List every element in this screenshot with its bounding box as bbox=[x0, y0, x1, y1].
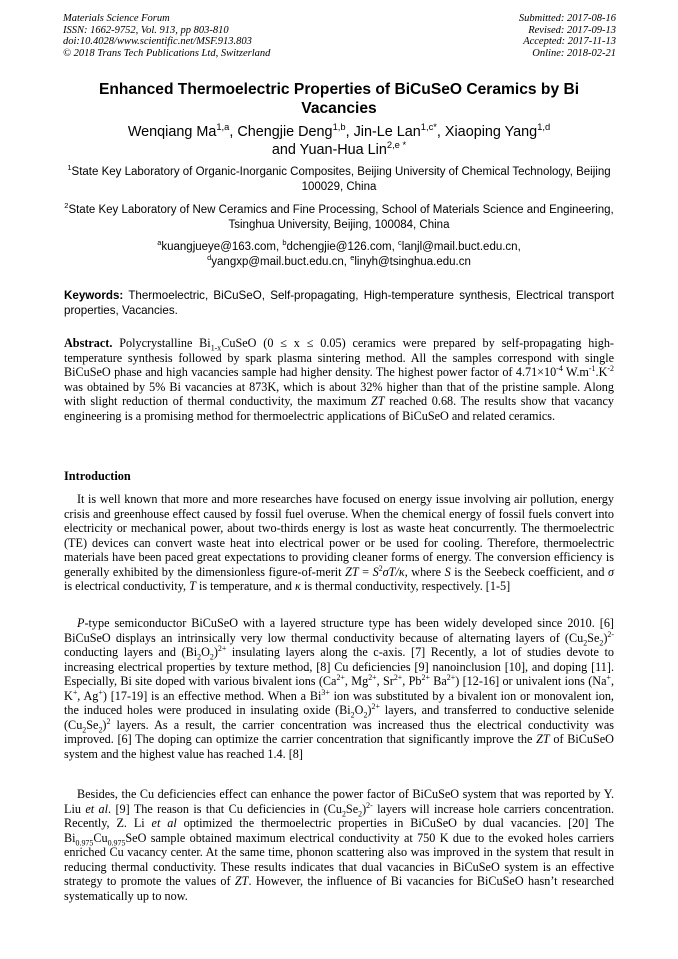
author-conjunction: and bbox=[271, 142, 296, 158]
author-affiliation-mark: 1,c* bbox=[420, 122, 437, 133]
author-name: Xiaoping Yang bbox=[444, 124, 538, 140]
online-date: Online: 2018-02-21 bbox=[532, 47, 616, 59]
affiliation-number: 1 bbox=[67, 163, 72, 173]
submitted-date: Submitted: 2017-08-16 bbox=[518, 13, 616, 24]
affiliation-text: State Key Laboratory of Organic-Inorganic Composites, Beijing University of Chemical Technology, Beijing 100029, China bbox=[71, 166, 611, 194]
author-name: Wenqiang Ma bbox=[127, 124, 217, 140]
doi-link[interactable]: doi:10.4028/www.scientific.net/MSF.913.803 bbox=[63, 36, 252, 48]
email-link[interactable]: lanjl@mail.buct.edu.cn, bbox=[401, 241, 521, 253]
abstract-label: Abstract. bbox=[64, 336, 113, 350]
email-link[interactable]: dchengjie@126.com, bbox=[286, 241, 395, 253]
intro-paragraph-2: P-type semiconductor BiCuSeO with a layered structure type has been widely developed since 2010. [6] BiCuSeO displays an intrinsically very low thermal conductivity because of alternating layers of $(Cu_2Se_2)^{2-}$ conducting layers and $(Bi_2O_2)^{2+}$ insulating layers along the c-axis. [7] Recently, a lot of studies devote to increasing electrical properties by texture method, [8] Cu deficiencies [9] nanoinclusion [10], and doping [11]. Especially, Bi site doped with various bivalent ions ($Ca^{2+}$, $Mg^{2+}$, $Sr^{2+}$, $Pb^{2+}$ $Ba^{2+}$) [12-16] or univalent ions (Na+, K+, Ag+) [17-19] is an effective method. When a $Bi^{3+}$ ion was substituted by a bivalent ion or monovalent ion, the induced holes were produced in insulating oxide $(Bi_2O_2)^{2+}$ layers, and transferred to conductive selenide $(Cu_2Se_2)^2$ layers. As a result, the carrier concentration was increased thus the electrical conductivity was improved. [6] The doping can optimize the carrier concentration that significantly improve the ZT of BiCuSeO system and the highest value has reached 1.4. [8] bbox=[64, 616, 615, 761]
issn: ISSN: 1662-9752, Vol. 913, pp 803-810 bbox=[63, 24, 229, 36]
email-list: $^a$kuangjueye@163.com, $^b$dchengjie@126.com, $^c$lanjl@mail.buct.edu.cn, $^d$yangxp@mail.buct.edu.cn, $^e$linyh@tsinghua.edu.cn bbox=[157, 238, 521, 269]
author-affiliation-mark: 1,a bbox=[216, 122, 230, 133]
affiliation-number: 2 bbox=[64, 201, 69, 211]
author-affiliation-mark: 1,b bbox=[332, 122, 346, 133]
email-link[interactable]: linyh@tsinghua.edu.cn bbox=[354, 256, 471, 269]
author-affiliation-mark: 2,e * bbox=[386, 140, 407, 151]
affiliation-1 bbox=[64, 165, 614, 195]
revised-date: Revised: 2017-09-13 bbox=[528, 24, 616, 36]
author-name: Chengjie Deng bbox=[237, 124, 333, 140]
copyright: © 2018 Trans Tech Publications Ltd, Switzerland bbox=[63, 47, 271, 59]
author-list: Wenqiang Ma$^{1,a}$, Chengjie Deng$^{1,b}$, Jin-Le Lan$^{1,c*}$, Xiaoping Yang$^{1,d}$ and Yuan-Hua Lin$^{2,e *}$ bbox=[127, 122, 551, 158]
affiliation-2 bbox=[64, 203, 614, 233]
journal-header-right bbox=[519, 13, 616, 59]
section-heading-introduction: Introduction bbox=[64, 469, 131, 483]
author-name: Jin-Le Lan bbox=[353, 124, 421, 140]
keywords-label: Keywords: bbox=[64, 289, 124, 302]
abstract: Abstract. Polycrystalline $Bi_{1-x}CuSeO$ (0 ≤ x ≤ 0.05) ceramics were prepared by self-propagating high-temperature synthesis followed by spark plasma sintering method. All the samples correspond with single BiCuSeO phase and high vacancies sample had higher density. The highest power factor of $4.71\times 10^{-4}$ $W.m^{-1}.K^{-2}$ was obtained by 5% Bi vacancies at 873K, which is about 32% higher than that of the pristine sample. Along with slight reduction of thermal conductivity, the maximum ZT reached 0.68. The results show that vacancy engineering is a promising method for thermoelectric applications of BiCuSeO and related ceramics. bbox=[64, 336, 614, 423]
author-affiliation-mark: 1,d bbox=[537, 122, 551, 133]
affiliation-text: State Key Laboratory of New Ceramics and Fine Processing, School of Materials Science and Engineering, Tsinghua University, Beijing, 100084, China bbox=[68, 204, 614, 232]
email-link[interactable]: yangxp@mail.buct.edu.cn, bbox=[211, 256, 347, 269]
journal-name: Materials Science Forum bbox=[63, 13, 170, 24]
paper-title: Enhanced Thermoelectric Properties of BiCuSeO Ceramics by Bi Vacancies bbox=[98, 81, 580, 117]
accepted-date: Accepted: 2017-11-13 bbox=[523, 36, 616, 48]
keywords bbox=[64, 289, 614, 318]
author-name: Yuan-Hua Lin bbox=[299, 142, 387, 158]
keywords-text: Thermoelectric, BiCuSeO, Self-propagating, High-temperature synthesis, Electrical transport properties, Vacancies. bbox=[64, 289, 614, 317]
email-link[interactable]: kuangjueye@163.com, bbox=[161, 241, 280, 253]
journal-header-left bbox=[63, 13, 270, 59]
intro-paragraph-1: It is well known that more and more researches have focused on energy issue involving air pollution, energy crisis and greenhouse effect caused by fossil fuel overuse. When the chemical energy of fossil fuels convert into electricity or mechanical power, about two-thirds energy is lost as waste heat concurrently. The thermoelectric (TE) devices can convert waste heat into electrical power or be used for cooling. Therefore, thermoelectric materials have been paced great expectations to providing cleaner forms of energy. The conversion efficiency is generally exhibited by the dimensionless figure-of-merit ZT = $S^2\sigma T/\kappa$, where S is the Seebeck coefficient, and σ is electrical conductivity, T is temperature, and κ is thermal conductivity, respectively. [1-5] bbox=[64, 492, 615, 594]
intro-paragraph-3: Besides, the Cu deficiencies effect can enhance the power factor of BiCuSeO system that was reported by Y. Liu et al. [9] The reason is that Cu deficiencies in $(Cu_2Se_2)^{2-}$ layers will increase hole carriers concentration. Recently, Z. Li et al optimized the thermoelectric properties in BiCuSeO by dual vacancies. [20] The $Bi_{0.975}Cu_{0.975}SeO$ sample obtained maximum electrical conductivity at 750 K due to the evoked holes carriers enriched Cu vacancy center. At the same time, phonon scattering also was improved in the system that result in reducing thermal conductivity. These results indicates that dual vacancies in BiCuSeO system is an effective strategy to promote the values of ZT. However, the influence of Bi vacancies for BiCuSeO hasn’t researched systematically up to now. bbox=[64, 787, 614, 903]
